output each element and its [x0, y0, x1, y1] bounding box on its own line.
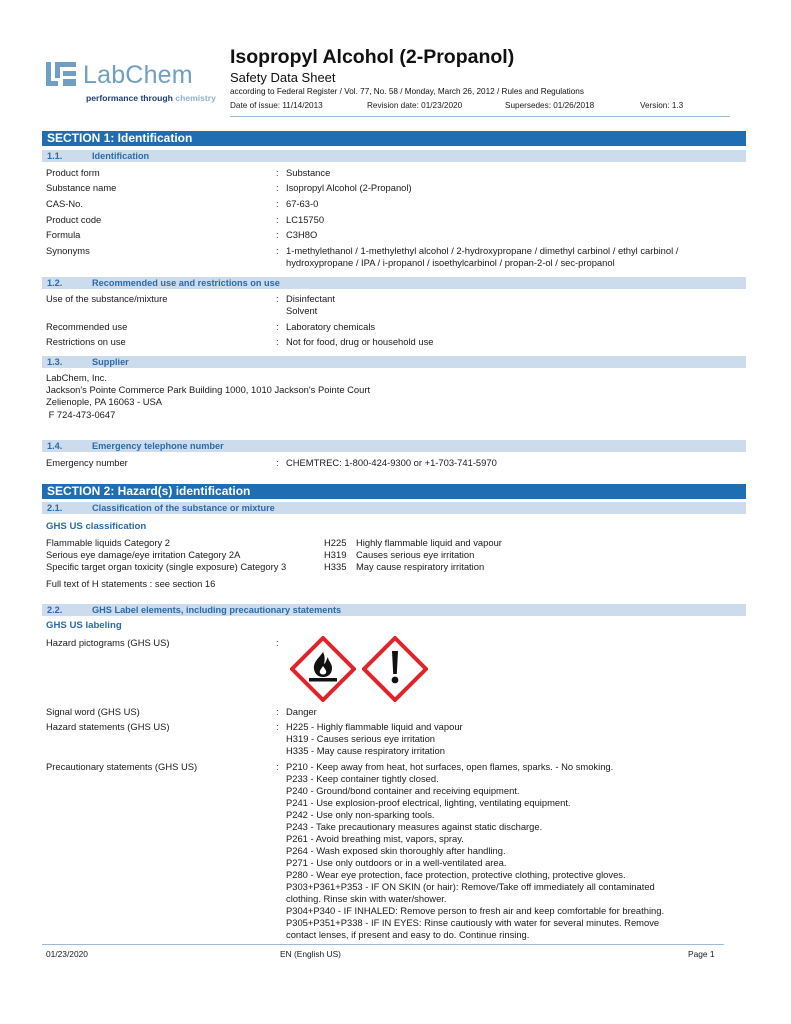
field-value: C3H8O: [286, 229, 318, 240]
colon: :: [276, 706, 279, 717]
precautionary-statement: P305+P351+P338 - IF IN EYES: Rinse cautiously with water for several minutes. Remove: [286, 917, 660, 928]
precautionary-statement: P241 - Use explosion-proof electrical, lighting, ventilating equipment.: [286, 797, 571, 808]
field-value: 67-63-0: [286, 198, 319, 209]
subsection-number: 1.4.: [47, 441, 63, 451]
full-text-note: Full text of H statements : see section 16: [46, 578, 216, 589]
precautionary-statement: clothing. Rinse skin with water/shower.: [286, 893, 447, 904]
field-label: Recommended use: [46, 321, 128, 332]
logo-name: LabChem: [83, 61, 193, 89]
classification-category: Serious eye damage/eye irritation Category 2A: [46, 549, 241, 560]
section-1-bar: SECTION 1: Identification: [42, 131, 746, 146]
colon: :: [276, 761, 279, 772]
precautionary-statement: P242 - Use only non-sparking tools.: [286, 809, 435, 820]
precautionary-statement: P261 - Avoid breathing mist, vapors, spray.: [286, 833, 464, 844]
precautionary-statement: P303+P361+P353 - IF ON SKIN (or hair): Remove/Take off immediately all contaminated: [286, 881, 655, 892]
subsection-2-2: [42, 604, 746, 616]
precautionary-statement: P304+P340 - IF INHALED: Remove person to fresh air and keep comfortable for breathing.: [286, 905, 665, 916]
field-value: LC15750: [286, 214, 325, 225]
header-rule: [230, 116, 730, 117]
field-label: Hazard statements (GHS US): [46, 721, 170, 732]
footer-page: Page 1: [688, 949, 715, 959]
subsection-number: 2.1.: [47, 503, 63, 513]
subsection-title: Identification: [92, 151, 150, 161]
footer-date: 01/23/2020: [46, 949, 88, 959]
supplier-line: LabChem, Inc.: [46, 372, 107, 383]
signal-word: Danger: [286, 706, 317, 717]
document-title: Isopropyl Alcohol (2-Propanol): [230, 46, 515, 68]
supplier-line: Jackson's Pointe Commerce Park Building 1000, 1010 Jackson's Pointe Court: [46, 384, 371, 395]
subsection-title: GHS Label elements, including precautionary statements: [92, 605, 342, 615]
tagline-bold: performance through: [86, 93, 173, 103]
colon: :: [276, 321, 279, 332]
precautionary-statement: P264 - Wash exposed skin thoroughly after handling.: [286, 845, 506, 856]
field-value-continued: Solvent: [286, 305, 318, 316]
colon: :: [276, 182, 279, 193]
subsection-number: 1.1.: [47, 151, 63, 161]
hazard-statement: H335 - May cause respiratory irritation: [286, 745, 445, 756]
classification-category: Specific target organ toxicity (single exposure) Category 3: [46, 561, 287, 572]
supersedes: Supersedes: 01/26/2018: [505, 101, 595, 110]
precautionary-statement: P271 - Use only outdoors or in a well-ventilated area.: [286, 857, 507, 868]
subsection-title: Supplier: [92, 357, 129, 367]
field-value: Substance: [286, 167, 331, 178]
emergency-number: CHEMTREC: 1-800-424-9300 or +1-703-741-5970: [286, 457, 497, 468]
supplier-line: Zelienople, PA 16063 - USA: [46, 396, 163, 407]
section-2-bar: SECTION 2: Hazard(s) identification: [42, 484, 746, 499]
colon: :: [276, 214, 279, 225]
subsection-title: Recommended use and restrictions on use: [92, 278, 280, 288]
field-label: Hazard pictograms (GHS US): [46, 637, 170, 648]
date-of-issue: Date of issue: 11/14/2013: [230, 101, 323, 110]
field-label: Product code: [46, 214, 102, 225]
colon: :: [276, 198, 279, 209]
tagline-light: chemistry: [175, 93, 216, 103]
document-subtitle: Safety Data Sheet: [230, 70, 336, 85]
field-label: CAS-No.: [46, 198, 83, 209]
field-label: Restrictions on use: [46, 336, 126, 347]
subsection-1-4: [42, 440, 746, 452]
subsection-1-1: [42, 150, 746, 162]
revision-date: Revision date: 01/23/2020: [367, 101, 463, 110]
footer-language: EN (English US): [280, 949, 341, 959]
subsection-1-2: [42, 277, 746, 289]
field-label: Use of the substance/mixture: [46, 293, 168, 304]
hazard-statement: H225 - Highly flammable liquid and vapour: [286, 721, 463, 732]
colon: :: [276, 293, 279, 304]
precautionary-statement: P280 - Wear eye protection, face protection, protective clothing, protective gloves.: [286, 869, 626, 880]
subsection-title: Classification of the substance or mixture: [92, 503, 275, 513]
subsection-1-3: [42, 356, 746, 368]
field-label: Substance name: [46, 182, 117, 193]
labchem-logo-mark-icon: [46, 60, 78, 88]
colon: :: [276, 336, 279, 347]
exclamation-icon: [362, 636, 428, 702]
ghs-labeling-heading: GHS US labeling: [46, 620, 122, 631]
classification-text: Causes serious eye irritation: [356, 549, 475, 560]
precautionary-statement: P233 - Keep container tightly closed.: [286, 773, 439, 784]
field-value: Laboratory chemicals: [286, 321, 376, 332]
version: Version: 1.3: [640, 101, 684, 110]
colon: :: [276, 245, 279, 256]
field-value: Isopropyl Alcohol (2-Propanol): [286, 182, 412, 193]
field-value: 1-methylethanol / 1-methylethyl alcohol / 2-hydroxypropane / dimethyl carbinol / ethyl carbinol /: [286, 245, 679, 256]
classification-code: H225: [324, 537, 347, 548]
colon: :: [276, 229, 279, 240]
field-value: Not for food, drug or household use: [286, 336, 434, 347]
labchem-logo: [46, 58, 226, 108]
colon: :: [276, 167, 279, 178]
subsection-number: 1.2.: [47, 278, 63, 288]
regulation-reference: according to Federal Register / Vol. 77, No. 58 / Monday, March 26, 2012 / Rules and Regulations: [230, 87, 584, 96]
footer-rule: [42, 944, 724, 945]
field-label: Product form: [46, 167, 100, 178]
field-label: Synonyms: [46, 245, 90, 256]
subsection-title: Emergency telephone number: [92, 441, 224, 451]
subsection-2-1: [42, 502, 746, 514]
supplier-fax: F 724-473-0647: [46, 409, 116, 420]
classification-text: Highly flammable liquid and vapour: [356, 537, 502, 548]
precautionary-statement: contact lenses, if present and easy to do. Continue rinsing.: [286, 929, 530, 940]
ghs-classification-heading: GHS US classification: [46, 521, 147, 532]
field-label: Formula: [46, 229, 81, 240]
classification-code: H319: [324, 549, 347, 560]
field-label: Signal word (GHS US): [46, 706, 140, 717]
subsection-number: 2.2.: [47, 605, 63, 615]
classification-category: Flammable liquids Category 2: [46, 537, 171, 548]
colon: :: [276, 637, 279, 648]
field-value: Disinfectant: [286, 293, 335, 304]
flame-icon: [290, 636, 356, 702]
logo-tagline: [86, 93, 216, 103]
precautionary-statement: P243 - Take precautionary measures against static discharge.: [286, 821, 543, 832]
colon: :: [276, 721, 279, 732]
hazard-statement: H319 - Causes serious eye irritation: [286, 733, 436, 744]
subsection-number: 1.3.: [47, 357, 63, 367]
field-label: Precautionary statements (GHS US): [46, 761, 198, 772]
classification-code: H335: [324, 561, 347, 572]
field-value-continued: hydroxypropane / IPA / i-propanol / isoethylcarbinol / propan-2-ol / sec-propanol: [286, 257, 615, 268]
classification-text: May cause respiratory irritation: [356, 561, 485, 572]
field-label: Emergency number: [46, 457, 128, 468]
colon: :: [276, 457, 279, 468]
precautionary-statement: P240 - Ground/bond container and receiving equipment.: [286, 785, 520, 796]
precautionary-statement: P210 - Keep away from heat, hot surfaces, open flames, sparks. - No smoking.: [286, 761, 614, 772]
